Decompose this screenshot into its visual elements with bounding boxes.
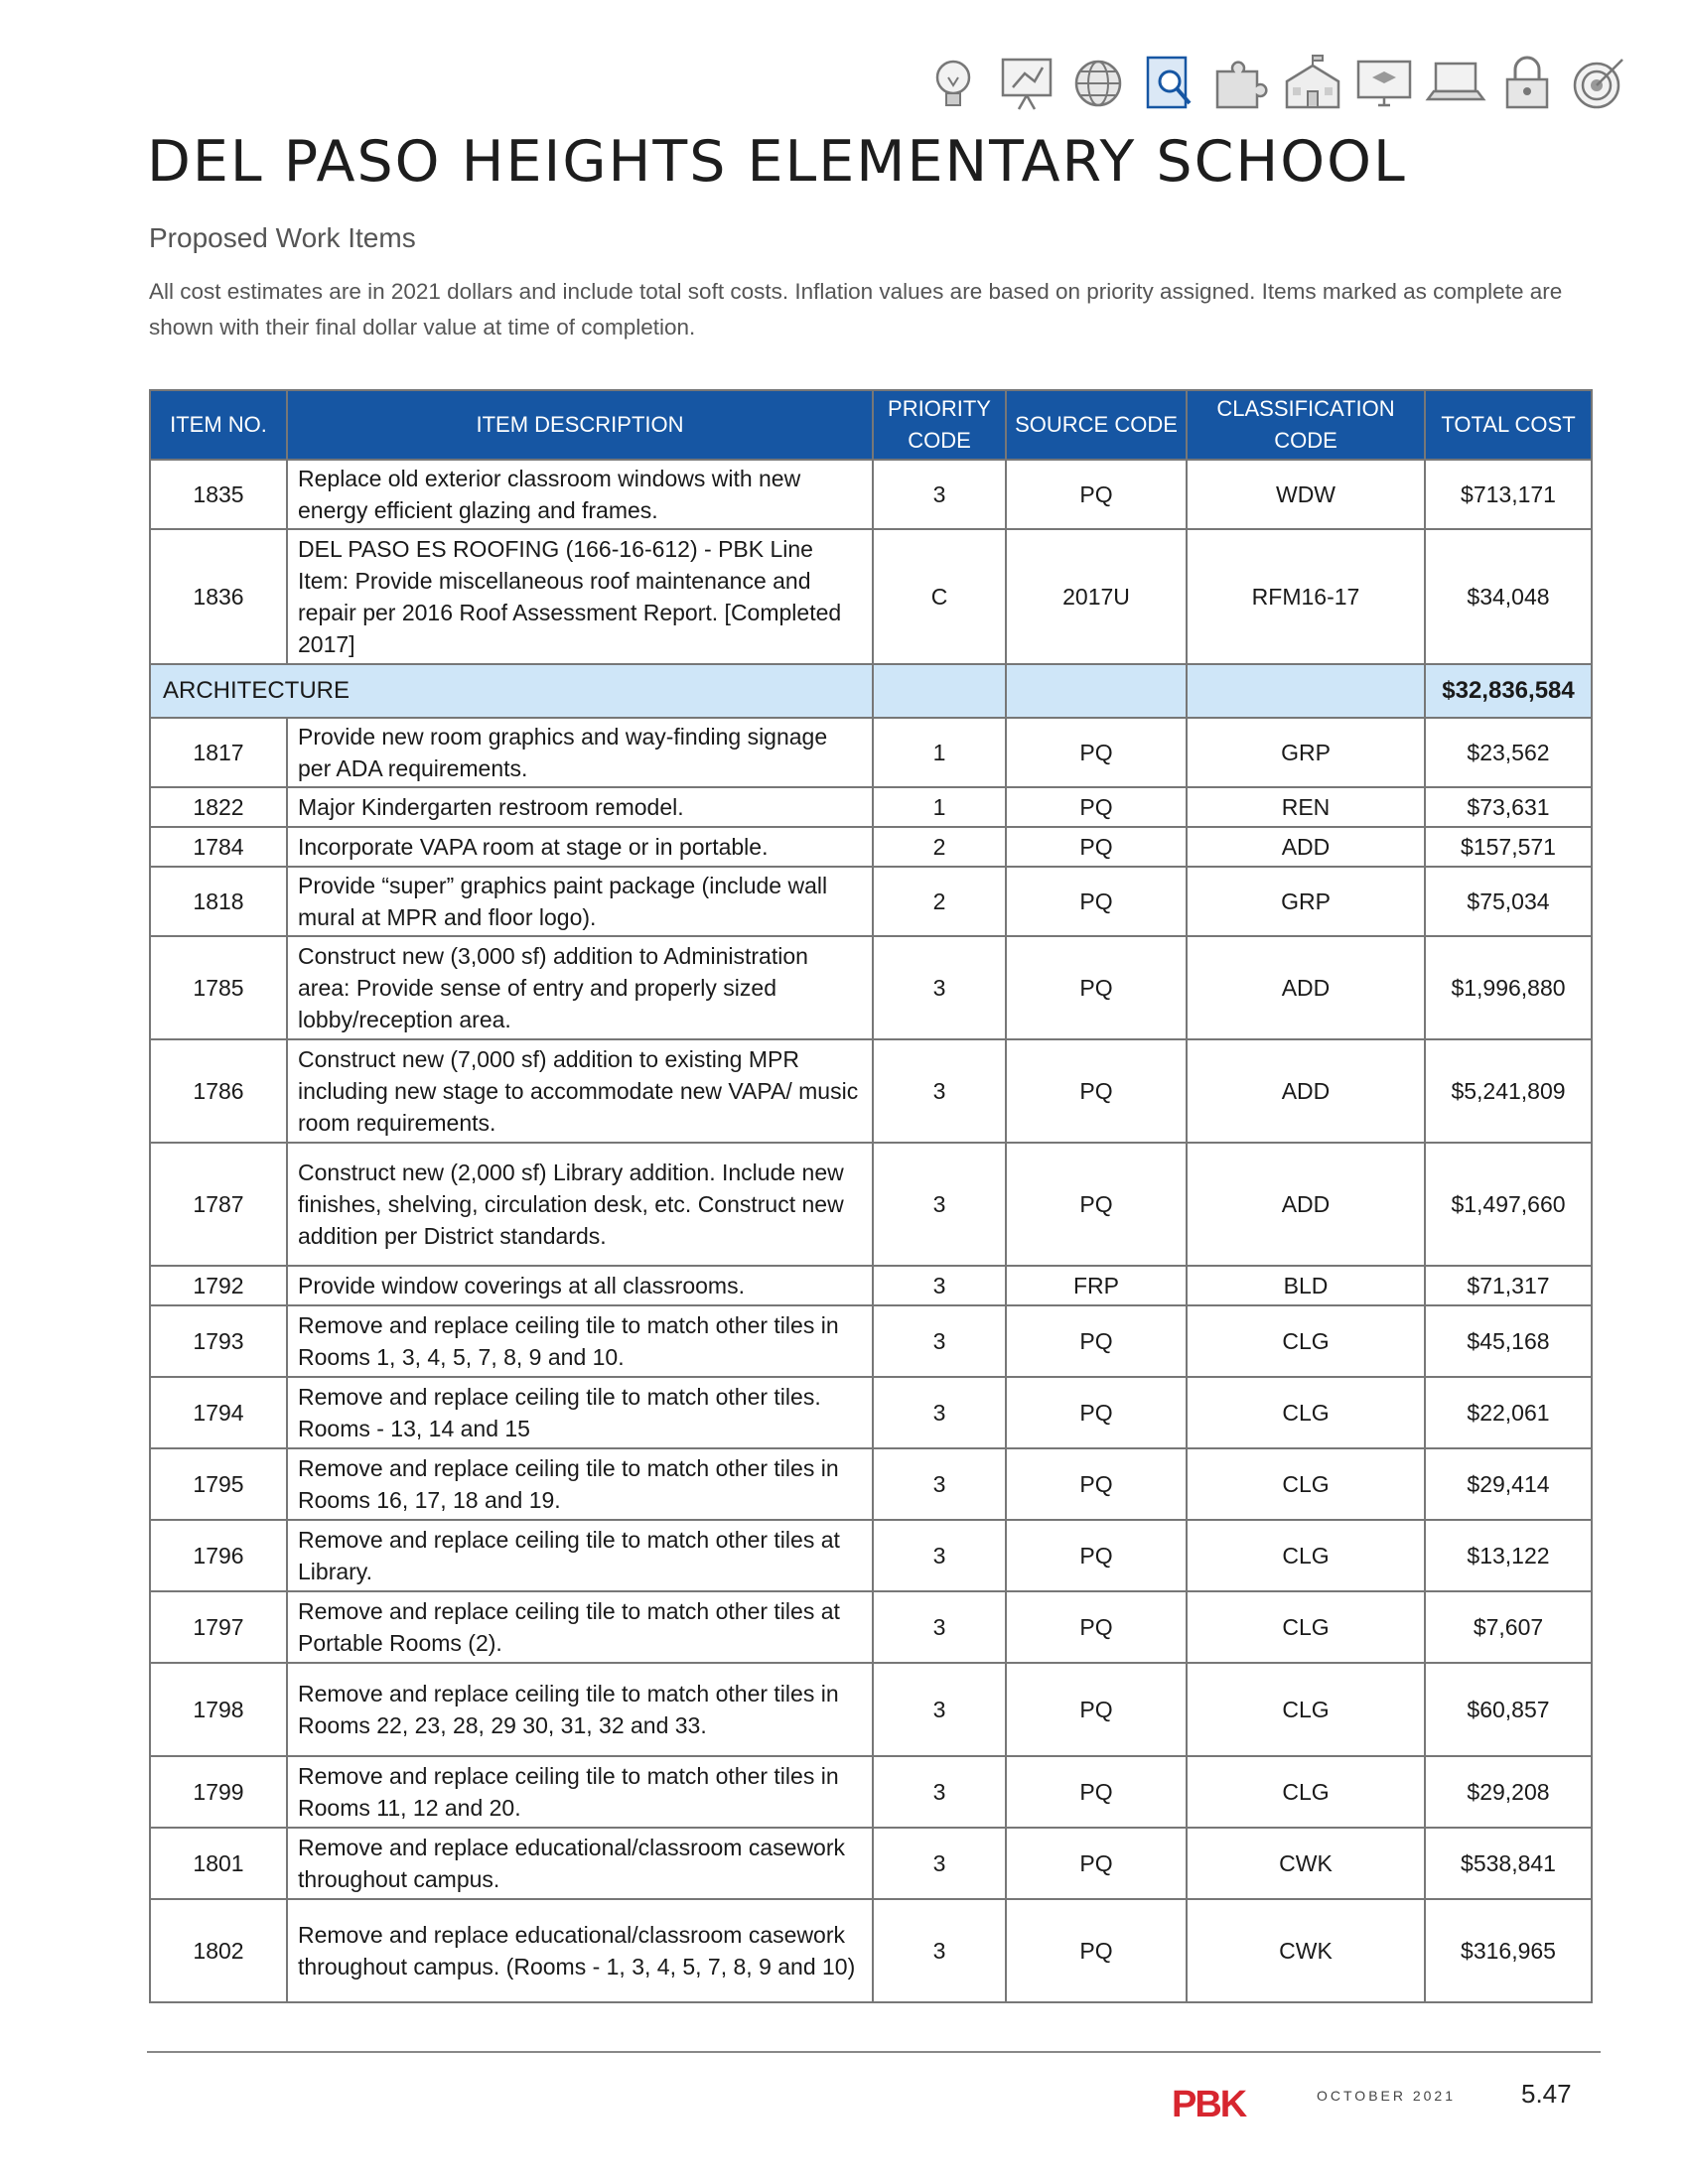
classification-cell: ADD bbox=[1187, 936, 1425, 1039]
source-cell: PQ bbox=[1006, 787, 1187, 827]
classification-cell: CLG bbox=[1187, 1663, 1425, 1756]
description-cell: Remove and replace ceiling tile to match other tiles in Rooms 22, 23, 28, 29 30, 31, 32 and 33. bbox=[287, 1663, 873, 1756]
item-no-cell: 1801 bbox=[150, 1828, 287, 1899]
table-body bbox=[150, 460, 1592, 2002]
source-cell: PQ bbox=[1006, 1899, 1187, 2002]
priority-cell: 3 bbox=[873, 1663, 1006, 1756]
item-no-cell: 1822 bbox=[150, 787, 287, 827]
table-row bbox=[150, 1377, 1592, 1448]
cost-cell: $29,208 bbox=[1425, 1756, 1592, 1828]
item-no-cell: 1797 bbox=[150, 1591, 287, 1663]
priority-cell: 3 bbox=[873, 1377, 1006, 1448]
source-cell: PQ bbox=[1006, 1143, 1187, 1266]
table-row bbox=[150, 827, 1592, 867]
cost-cell: $34,048 bbox=[1425, 529, 1592, 664]
presentation-board-icon bbox=[995, 52, 1058, 115]
description-cell: Remove and replace ceiling tile to match other tiles in Rooms 16, 17, 18 and 19. bbox=[287, 1448, 873, 1520]
cost-cell: $157,571 bbox=[1425, 827, 1592, 867]
cost-cell: $22,061 bbox=[1425, 1377, 1592, 1448]
col-header-classification: CLASSIFICATION CODE bbox=[1187, 390, 1425, 460]
page-title: DEL PASO HEIGHTS ELEMENTARY SCHOOL bbox=[147, 129, 1407, 195]
cost-cell: $7,607 bbox=[1425, 1591, 1592, 1663]
cost-cell: $1,996,880 bbox=[1425, 936, 1592, 1039]
source-cell: PQ bbox=[1006, 1663, 1187, 1756]
classification-cell: RFM16-17 bbox=[1187, 529, 1425, 664]
description-cell: Incorporate VAPA room at stage or in portable. bbox=[287, 827, 873, 867]
col-header-item-no: ITEM NO. bbox=[150, 390, 287, 460]
footer-divider bbox=[147, 2051, 1601, 2053]
monitor-graduation-icon bbox=[1352, 52, 1416, 115]
section-label: ARCHITECTURE bbox=[150, 664, 873, 718]
description-cell: Remove and replace ceiling tile to match other tiles in Rooms 1, 3, 4, 5, 7, 8, 9 and 10. bbox=[287, 1305, 873, 1377]
source-cell: PQ bbox=[1006, 1520, 1187, 1591]
table-row bbox=[150, 1663, 1592, 1756]
table-row bbox=[150, 1899, 1592, 2002]
laptop-icon bbox=[1424, 52, 1487, 115]
source-cell: PQ bbox=[1006, 460, 1187, 529]
cost-cell: $23,562 bbox=[1425, 718, 1592, 787]
classification-cell: CLG bbox=[1187, 1756, 1425, 1828]
description-cell: Construct new (7,000 sf) addition to existing MPR including new stage to accommodate new VAPA/ music room requirements. bbox=[287, 1039, 873, 1143]
table-row bbox=[150, 867, 1592, 936]
cost-cell: $71,317 bbox=[1425, 1266, 1592, 1305]
description-cell: Replace old exterior classroom windows with new energy efficient glazing and frames. bbox=[287, 460, 873, 529]
puzzle-icon bbox=[1209, 52, 1273, 115]
priority-cell: 3 bbox=[873, 1039, 1006, 1143]
priority-cell: 3 bbox=[873, 1899, 1006, 2002]
table-row bbox=[150, 460, 1592, 529]
col-header-source: SOURCE CODE bbox=[1006, 390, 1187, 460]
priority-cell: 1 bbox=[873, 718, 1006, 787]
classification-cell: CLG bbox=[1187, 1377, 1425, 1448]
cost-cell: $60,857 bbox=[1425, 1663, 1592, 1756]
classification-cell: CWK bbox=[1187, 1899, 1425, 2002]
item-no-cell: 1817 bbox=[150, 718, 287, 787]
description-cell: Provide new room graphics and way-finding signage per ADA requirements. bbox=[287, 718, 873, 787]
section-total: $32,836,584 bbox=[1425, 664, 1592, 718]
description-cell: Construct new (3,000 sf) addition to Administration area: Provide sense of entry and properly sized lobby/reception area. bbox=[287, 936, 873, 1039]
priority-cell: 3 bbox=[873, 460, 1006, 529]
priority-cell: 3 bbox=[873, 1143, 1006, 1266]
description-cell: Remove and replace ceiling tile to match other tiles. Rooms - 13, 14 and 15 bbox=[287, 1377, 873, 1448]
item-no-cell: 1835 bbox=[150, 460, 287, 529]
item-no-cell: 1784 bbox=[150, 827, 287, 867]
description-cell: Provide “super” graphics paint package (include wall mural at MPR and floor logo). bbox=[287, 867, 873, 936]
classification-cell: CLG bbox=[1187, 1305, 1425, 1377]
lightbulb-icon bbox=[923, 52, 987, 115]
priority-cell: C bbox=[873, 529, 1006, 664]
table-header-row bbox=[150, 390, 1592, 460]
cost-cell: $75,034 bbox=[1425, 867, 1592, 936]
table-row bbox=[150, 1828, 1592, 1899]
classification-cell: REN bbox=[1187, 787, 1425, 827]
description-cell: Construct new (2,000 sf) Library addition. Include new finishes, shelving, circulation desk, etc. Construct new addition per District standards. bbox=[287, 1143, 873, 1266]
target-icon bbox=[1567, 52, 1630, 115]
globe-icon bbox=[1066, 52, 1130, 115]
item-no-cell: 1795 bbox=[150, 1448, 287, 1520]
classification-cell: ADD bbox=[1187, 1039, 1425, 1143]
classification-cell: ADD bbox=[1187, 1143, 1425, 1266]
description-cell: Remove and replace educational/classroom casework throughout campus. bbox=[287, 1828, 873, 1899]
description-cell: Provide window coverings at all classrooms. bbox=[287, 1266, 873, 1305]
classification-cell: CWK bbox=[1187, 1828, 1425, 1899]
section-empty-cell bbox=[1187, 664, 1425, 718]
priority-cell: 3 bbox=[873, 1828, 1006, 1899]
classification-cell: GRP bbox=[1187, 867, 1425, 936]
table-row bbox=[150, 1520, 1592, 1591]
table-row bbox=[150, 529, 1592, 664]
priority-cell: 2 bbox=[873, 867, 1006, 936]
item-no-cell: 1818 bbox=[150, 867, 287, 936]
source-cell: PQ bbox=[1006, 1305, 1187, 1377]
classification-cell: CLG bbox=[1187, 1520, 1425, 1591]
cost-note: All cost estimates are in 2021 dollars and include total soft costs. Inflation values are based on priority assigned. Items marked as complete are shown with their final dollar value at time of completion. bbox=[149, 279, 1563, 340]
priority-cell: 3 bbox=[873, 1520, 1006, 1591]
table-row bbox=[150, 1143, 1592, 1266]
source-cell: PQ bbox=[1006, 936, 1187, 1039]
source-cell: PQ bbox=[1006, 1756, 1187, 1828]
priority-cell: 3 bbox=[873, 1266, 1006, 1305]
source-cell: PQ bbox=[1006, 867, 1187, 936]
cost-cell: $538,841 bbox=[1425, 1828, 1592, 1899]
padlock-icon bbox=[1495, 52, 1559, 115]
table-row bbox=[150, 936, 1592, 1039]
classification-cell: CLG bbox=[1187, 1591, 1425, 1663]
table-row bbox=[150, 1756, 1592, 1828]
description-cell: Remove and replace educational/classroom casework throughout campus. (Rooms - 1, 3, 4, 5, 7, 8, 9 and 10) bbox=[287, 1899, 873, 2002]
priority-cell: 3 bbox=[873, 1305, 1006, 1377]
item-no-cell: 1792 bbox=[150, 1266, 287, 1305]
table-row bbox=[150, 718, 1592, 787]
description-cell: Remove and replace ceiling tile to match other tiles in Rooms 11, 12 and 20. bbox=[287, 1756, 873, 1828]
table-row bbox=[150, 1305, 1592, 1377]
col-header-total-cost: TOTAL COST bbox=[1425, 390, 1592, 460]
svg-text:PBK: PBK bbox=[1172, 2084, 1246, 2122]
item-no-cell: 1802 bbox=[150, 1899, 287, 2002]
section-empty-cell bbox=[873, 664, 1006, 718]
description-cell: Remove and replace ceiling tile to match other tiles at Library. bbox=[287, 1520, 873, 1591]
cost-cell: $29,414 bbox=[1425, 1448, 1592, 1520]
page-number: 5.47 bbox=[1521, 2079, 1572, 2109]
classification-cell: CLG bbox=[1187, 1448, 1425, 1520]
source-cell: PQ bbox=[1006, 1591, 1187, 1663]
priority-cell: 3 bbox=[873, 1756, 1006, 1828]
pbk-logo bbox=[1172, 2081, 1271, 2122]
description-cell: Remove and replace ceiling tile to match other tiles at Portable Rooms (2). bbox=[287, 1591, 873, 1663]
source-cell: PQ bbox=[1006, 1377, 1187, 1448]
item-no-cell: 1836 bbox=[150, 529, 287, 664]
source-cell: PQ bbox=[1006, 718, 1187, 787]
cost-cell: $316,965 bbox=[1425, 1899, 1592, 2002]
classification-cell: WDW bbox=[1187, 460, 1425, 529]
item-no-cell: 1786 bbox=[150, 1039, 287, 1143]
table-row bbox=[150, 1039, 1592, 1143]
cost-cell: $45,168 bbox=[1425, 1305, 1592, 1377]
table-row bbox=[150, 1591, 1592, 1663]
header-icon-row bbox=[923, 52, 1630, 115]
item-no-cell: 1798 bbox=[150, 1663, 287, 1756]
table-row bbox=[150, 787, 1592, 827]
col-header-description: ITEM DESCRIPTION bbox=[287, 390, 873, 460]
section-row-architecture bbox=[150, 664, 1592, 718]
section-empty-cell bbox=[1006, 664, 1187, 718]
col-header-priority: PRIORITY CODE bbox=[873, 390, 1006, 460]
cost-cell: $5,241,809 bbox=[1425, 1039, 1592, 1143]
description-cell: Major Kindergarten restroom remodel. bbox=[287, 787, 873, 827]
cost-cell: $73,631 bbox=[1425, 787, 1592, 827]
cost-cell: $1,497,660 bbox=[1425, 1143, 1592, 1266]
item-no-cell: 1785 bbox=[150, 936, 287, 1039]
school-building-icon bbox=[1281, 52, 1344, 115]
classification-cell: GRP bbox=[1187, 718, 1425, 787]
work-items-table bbox=[149, 389, 1593, 2003]
table-row bbox=[150, 1266, 1592, 1305]
item-no-cell: 1799 bbox=[150, 1756, 287, 1828]
priority-cell: 3 bbox=[873, 936, 1006, 1039]
source-cell: PQ bbox=[1006, 1828, 1187, 1899]
footer-date: OCTOBER 2021 bbox=[1317, 2088, 1457, 2104]
cost-cell: $713,171 bbox=[1425, 460, 1592, 529]
source-cell: FRP bbox=[1006, 1266, 1187, 1305]
source-cell: PQ bbox=[1006, 827, 1187, 867]
classification-cell: BLD bbox=[1187, 1266, 1425, 1305]
classification-cell: ADD bbox=[1187, 827, 1425, 867]
source-cell: PQ bbox=[1006, 1039, 1187, 1143]
description-cell: DEL PASO ES ROOFING (166-16-612) - PBK Line Item: Provide miscellaneous roof maintenance and repair per 2016 Roof Assessment Report. [Completed 2017] bbox=[287, 529, 873, 664]
item-no-cell: 1794 bbox=[150, 1377, 287, 1448]
priority-cell: 1 bbox=[873, 787, 1006, 827]
page-subtitle: Proposed Work Items bbox=[149, 222, 416, 253]
item-no-cell: 1796 bbox=[150, 1520, 287, 1591]
priority-cell: 2 bbox=[873, 827, 1006, 867]
priority-cell: 3 bbox=[873, 1448, 1006, 1520]
cost-cell: $13,122 bbox=[1425, 1520, 1592, 1591]
search-document-icon bbox=[1138, 52, 1201, 115]
source-cell: PQ bbox=[1006, 1448, 1187, 1520]
source-cell: 2017U bbox=[1006, 529, 1187, 664]
priority-cell: 3 bbox=[873, 1591, 1006, 1663]
table-row bbox=[150, 1448, 1592, 1520]
item-no-cell: 1793 bbox=[150, 1305, 287, 1377]
item-no-cell: 1787 bbox=[150, 1143, 287, 1266]
